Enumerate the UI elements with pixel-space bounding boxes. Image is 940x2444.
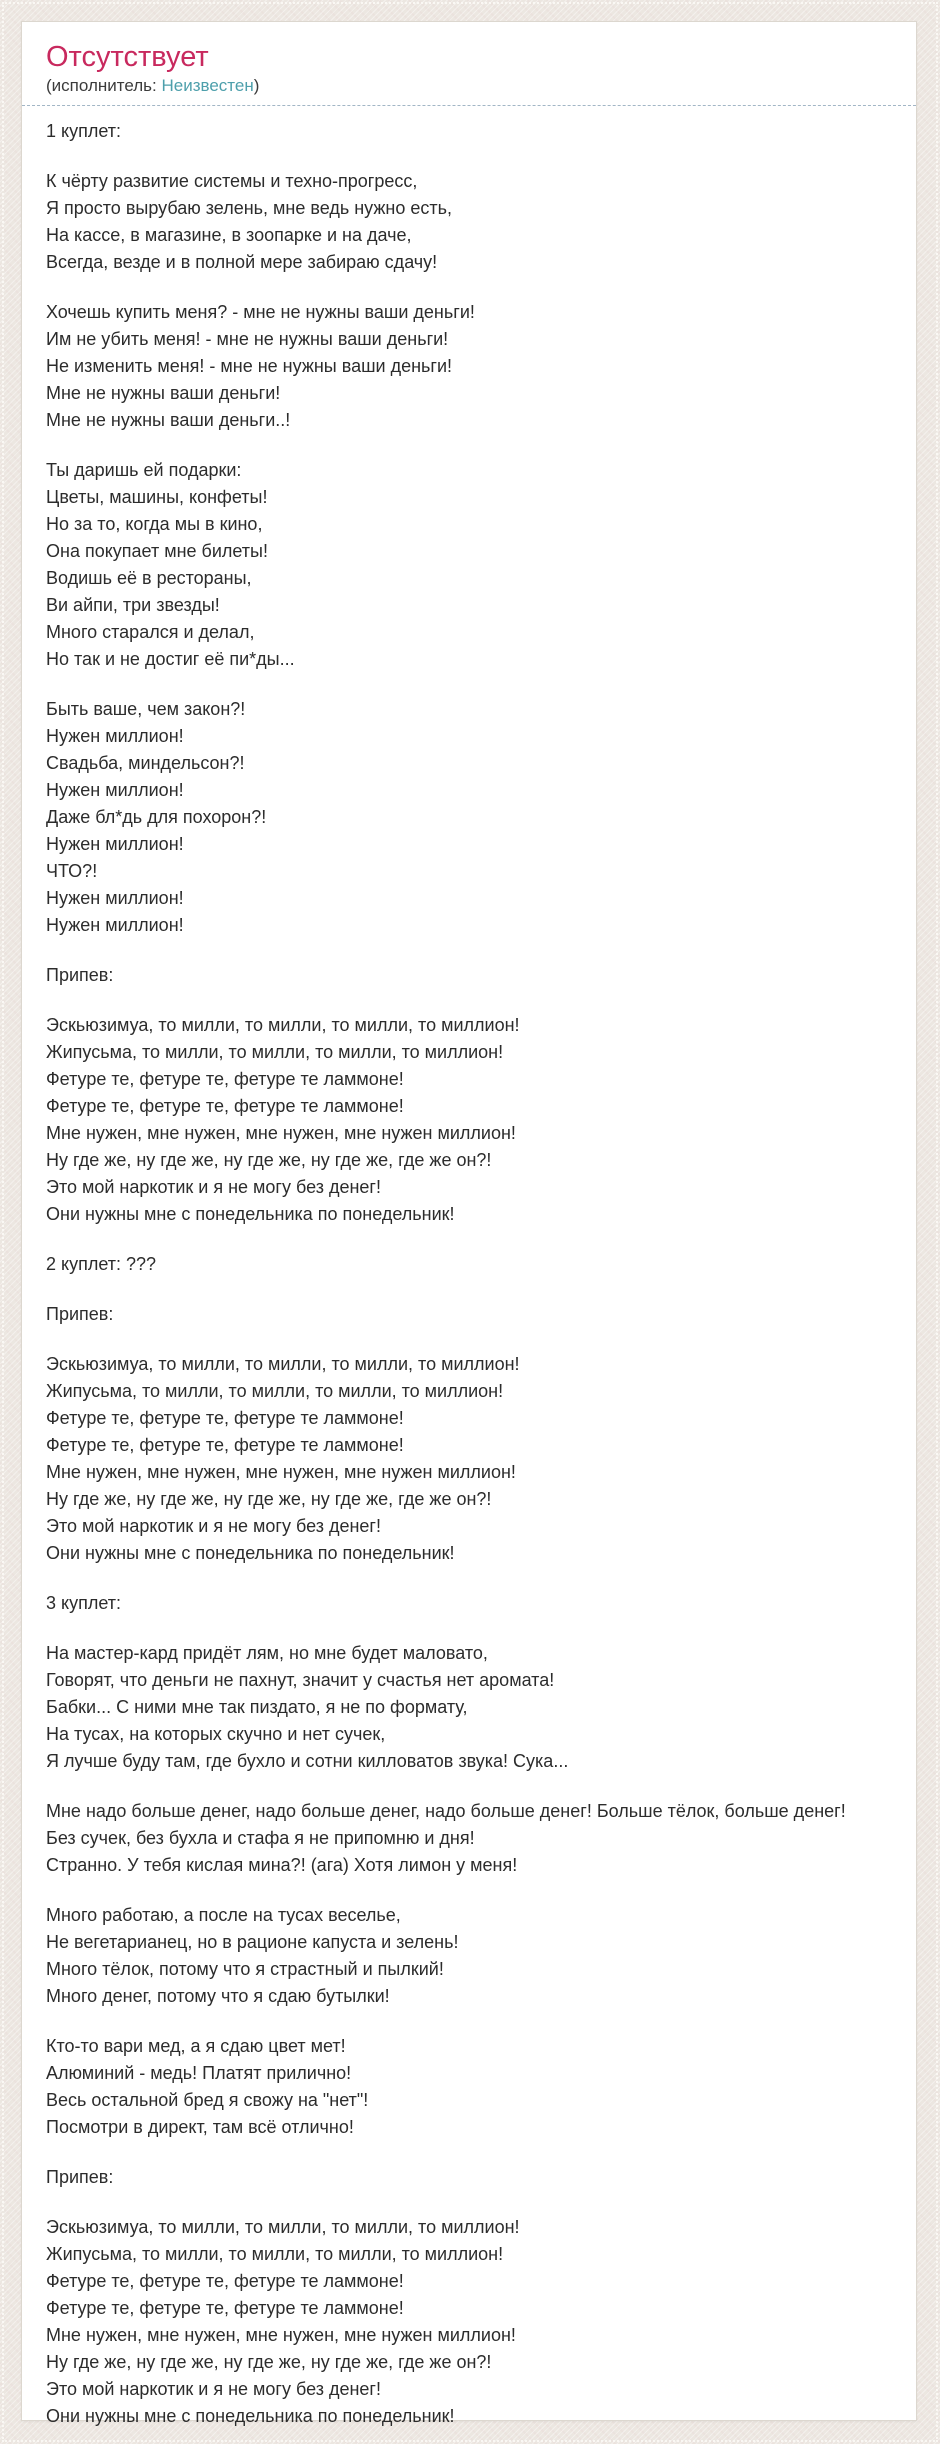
lyrics-line: Водишь её в рестораны, (46, 568, 252, 588)
lyrics-line: Мне не нужны ваши деньги..! (46, 410, 291, 430)
lyrics-line: Им не убить меня! - мне не нужны ваши деньги! (46, 329, 449, 349)
lyrics-line: Они нужны мне с понедельника по понедельник! (46, 1543, 455, 1563)
lyrics-line: Мне надо больше денег, надо больше денег, надо больше денег! Больше тёлок, больше денег! (46, 1801, 846, 1821)
lyrics-line: Фетуре те, фетуре те, фетуре те ламмоне! (46, 2271, 404, 2291)
lyrics-line: Нужен миллион! (46, 726, 184, 746)
lyrics-line: Кто-то вари мед, а я сдаю цвет мет! (46, 2036, 346, 2056)
artist-label-close: ) (253, 76, 260, 95)
lyrics-line: Это мой наркотик и я не могу без денег! (46, 1177, 381, 1197)
lyrics-line: Ну где же, ну где же, ну где же, ну где же, где же он?! (46, 1489, 492, 1509)
lyrics-line: Фетуре те, фетуре те, фетуре те ламмоне! (46, 2298, 404, 2318)
lyrics-line: Это мой наркотик и я не могу без денег! (46, 1516, 381, 1536)
lyrics-line: ЧТО?! (46, 861, 98, 881)
lyrics-line: Много денег, потому что я сдаю бутылки! (46, 1986, 390, 2006)
lyrics-line: Фетуре те, фетуре те, фетуре те ламмоне! (46, 1096, 404, 1116)
lyrics-line: Фетуре те, фетуре те, фетуре те ламмоне! (46, 1408, 404, 1428)
lyrics-line: Много работаю, а после на тусах веселье, (46, 1905, 401, 1925)
lyrics-line: Много тёлок, потому что я страстный и пылкий! (46, 1959, 444, 1979)
lyrics-line: Даже бл*дь для похорон?! (46, 807, 267, 827)
stanza (46, 696, 892, 939)
stanza (46, 1012, 892, 1228)
lyrics-line: Нужен миллион! (46, 834, 184, 854)
lyrics-line: Странно. У тебя кислая мина?! (ага) Хотя лимон у меня! (46, 1855, 518, 1875)
lyrics-line: Они нужны мне с понедельника по понедельник! (46, 2406, 455, 2426)
lyrics-line: Алюминий - медь! Платят прилично! (46, 2063, 352, 2083)
artist-link[interactable]: Неизвестен (161, 76, 254, 95)
lyrics-line: Много старался и делал, (46, 622, 255, 642)
lyrics-line: Не изменить меня! - мне не нужны ваши деньги! (46, 356, 453, 376)
stanza (46, 2214, 892, 2430)
lyrics-line: Фетуре те, фетуре те, фетуре те ламмоне! (46, 1435, 404, 1455)
stanza (46, 457, 892, 673)
stanza (46, 118, 892, 145)
lyrics-line: Припев: (46, 1304, 114, 1324)
lyrics-line: На тусах, на которых скучно и нет сучек, (46, 1724, 386, 1744)
lyrics-line: Мне нужен, мне нужен, мне нужен, мне нужен миллион! (46, 1123, 516, 1143)
lyrics-line: Ну где же, ну где же, ну где же, ну где же, где же он?! (46, 1150, 492, 1170)
lyrics-line: Я лучше буду там, где бухло и сотни килловатов звука! Сука... (46, 1751, 569, 1771)
lyrics-line: Всегда, везде и в полной мере забираю сдачу! (46, 252, 438, 272)
lyrics-line: Бабки... С ними мне так пиздато, я не по формату, (46, 1697, 468, 1717)
lyrics-line: Нужен миллион! (46, 888, 184, 908)
lyrics-line: Быть ваше, чем закон?! (46, 699, 246, 719)
song-title: Отсутствует (46, 41, 209, 73)
lyrics-line: Я просто вырубаю зелень, мне ведь нужно есть, (46, 198, 452, 218)
lyrics-line: На кассе, в магазине, в зоопарке и на даче, (46, 225, 412, 245)
lyrics-line: Припев: (46, 2167, 114, 2187)
stanza (46, 1590, 892, 1617)
lyrics-line: Эскьюзимуа, то милли, то милли, то милли, то миллион! (46, 2217, 520, 2237)
content-card (21, 21, 917, 2426)
lyrics-line: Но за то, когда мы в кино, (46, 514, 263, 534)
stanza (46, 168, 892, 276)
song-header (22, 22, 916, 106)
lyrics-line: Мне не нужны ваши деньги! (46, 383, 281, 403)
lyrics-line: Жипусьма, то милли, то милли, то милли, то миллион! (46, 1381, 504, 1401)
stanza (46, 1251, 892, 1278)
lyrics-line: Цветы, машины, конфеты! (46, 487, 268, 507)
stanza (46, 962, 892, 989)
lyrics-line: Жипусьма, то милли, то милли, то милли, то миллион! (46, 2244, 504, 2264)
lyrics-line: 2 куплет: ??? (46, 1254, 157, 1274)
lyrics-line: Припев: (46, 965, 114, 985)
lyrics-line: Ну где же, ну где же, ну где же, ну где же, где же он?! (46, 2352, 492, 2372)
lyrics-line: Эскьюзимуа, то милли, то милли, то милли, то миллион! (46, 1354, 520, 1374)
lyrics-line: Жипусьма, то милли, то милли, то милли, то миллион! (46, 1042, 504, 1062)
lyrics-line: Свадьба, миндельсон?! (46, 753, 245, 773)
lyrics-line: Мне нужен, мне нужен, мне нужен, мне нужен миллион! (46, 1462, 516, 1482)
lyrics-line: Эскьюзимуа, то милли, то милли, то милли, то миллион! (46, 1015, 520, 1035)
lyrics-line: Говорят, что деньги не пахнут, значит у счастья нет аромата! (46, 1670, 555, 1690)
lyrics-line: Они нужны мне с понедельника по понедельник! (46, 1204, 455, 1224)
stanza (46, 1351, 892, 1567)
stanza (46, 1301, 892, 1328)
lyrics-line: Ты даришь ей подарки: (46, 460, 242, 480)
lyrics-line: Не вегетарианец, но в рационе капуста и зелень! (46, 1932, 459, 1952)
lyrics (22, 106, 916, 2430)
lyrics-line: 1 куплет: (46, 121, 121, 141)
stanza (46, 2164, 892, 2191)
lyrics-line: Без сучек, без бухла и стафа я не припомню и дня! (46, 1828, 475, 1848)
lyrics-line: Она покупает мне билеты! (46, 541, 268, 561)
lyrics-line: На мастер-кард придёт лям, но мне будет маловато, (46, 1643, 488, 1663)
artist-line (46, 76, 892, 96)
stanza (46, 1640, 892, 1775)
stanza (46, 299, 892, 434)
lyrics-line: Нужен миллион! (46, 780, 184, 800)
lyrics-line: Мне нужен, мне нужен, мне нужен, мне нужен миллион! (46, 2325, 516, 2345)
stanza (46, 1798, 892, 1879)
stanza (46, 2033, 892, 2141)
lyrics-line: Ви айпи, три звезды! (46, 595, 220, 615)
lyrics-line: Весь остальной бред я свожу на "нет"! (46, 2090, 369, 2110)
lyrics-line: Но так и не достиг её пи*ды... (46, 649, 295, 669)
lyrics-line: Нужен миллион! (46, 915, 184, 935)
stanza (46, 1902, 892, 2010)
lyrics-line: Это мой наркотик и я не могу без денег! (46, 2379, 381, 2399)
lyrics-line: К чёрту развитие системы и техно-прогресс, (46, 171, 418, 191)
lyrics-line: Фетуре те, фетуре те, фетуре те ламмоне! (46, 1069, 404, 1089)
artist-label: (исполнитель: (46, 76, 157, 95)
lyrics-line: Посмотри в директ, там всё отлично! (46, 2117, 354, 2137)
lyrics-line: 3 куплет: (46, 1593, 121, 1613)
lyrics-line: Хочешь купить меня? - мне не нужны ваши деньги! (46, 302, 475, 322)
